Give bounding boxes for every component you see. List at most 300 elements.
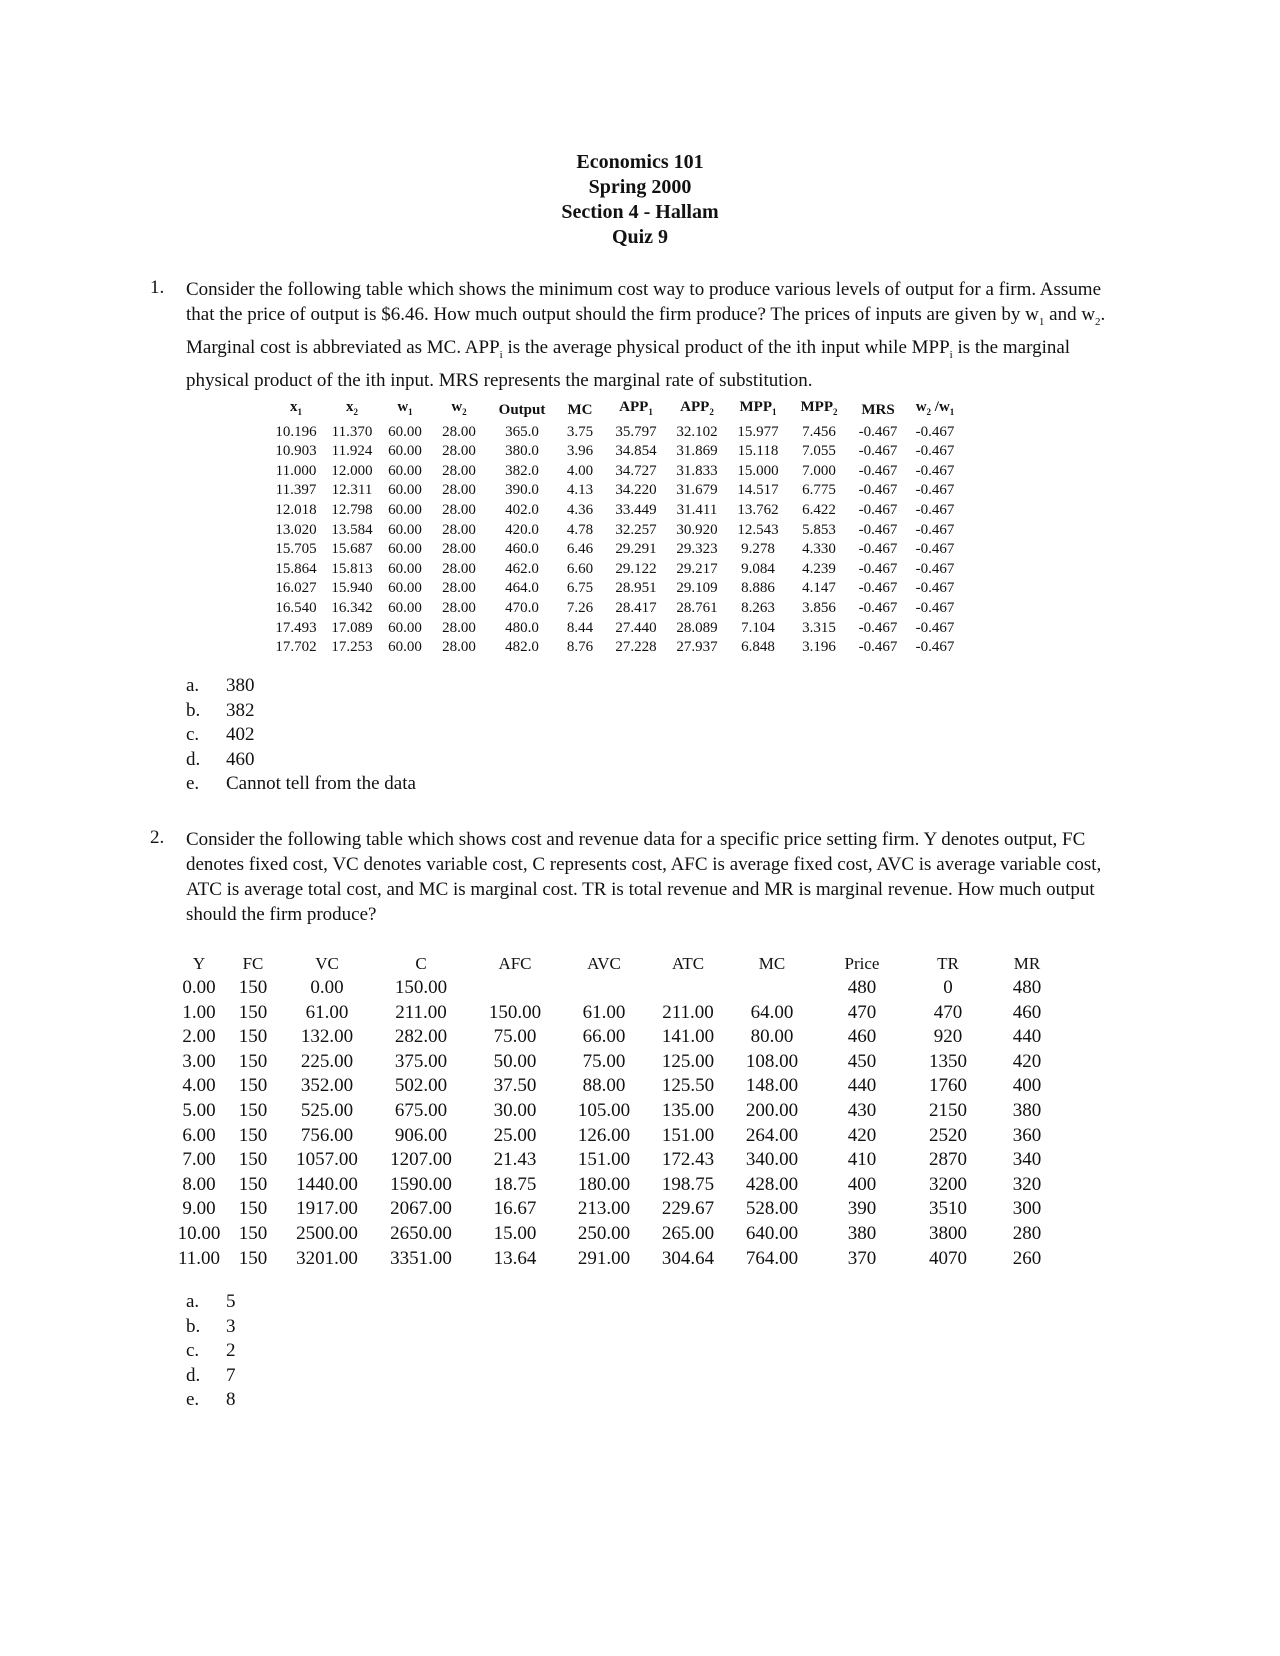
table-cell: 9.278 bbox=[741, 541, 775, 558]
table-cell: 528.00 bbox=[745, 1198, 799, 1220]
table-cell: 10.903 bbox=[275, 443, 317, 460]
table-cell: 7.26 bbox=[566, 599, 594, 616]
table-cell: 60.00 bbox=[388, 619, 422, 636]
table-cell: 27.937 bbox=[676, 639, 718, 656]
table-cell: 150 bbox=[238, 1198, 268, 1220]
table-cell: 4.36 bbox=[566, 501, 594, 518]
table-cell: 12.000 bbox=[331, 462, 373, 479]
table-cell: 2870 bbox=[929, 1149, 967, 1171]
table-cell: 50.00 bbox=[493, 1050, 537, 1072]
question-1-text: Consider the following table which shows the minimum cost way to produce various levels of output for a firm. Assume that the price of output is $6.46. How much output should the firm produce? The prices of inputs are given by $w_1$ and $w_2$. Marginal cost is abbreviated as MC. $APP_i$ is the average physical product of the ith input while $MPP_i$ is the marginal physical product of the ith input. MRS represents the marginal rate of substitution. bbox=[186, 279, 1106, 391]
table-cell: 28.00 bbox=[442, 560, 476, 577]
table-cell: 17.253 bbox=[331, 639, 373, 656]
table-row bbox=[268, 462, 962, 482]
page-header bbox=[0, 150, 1280, 250]
table-cell: -0.467 bbox=[915, 443, 955, 460]
table-cell: -0.467 bbox=[915, 599, 955, 616]
table-cell: 34.727 bbox=[615, 462, 657, 479]
table-cell: 17.089 bbox=[331, 619, 373, 636]
quiz-title: Quiz 9 bbox=[611, 226, 669, 248]
question-2-text: Consider the following table which shows cost and revenue data for a specific price setting firm. Y denotes output, FC denotes fixed cost, VC denotes variable cost, C represents cost, AFC is average fixed cost, AVC is average variable cost, ATC is average total cost, and MC is marginal cost. TR is total revenue and MR is marginal revenue. How much output should the firm produce? bbox=[186, 829, 1102, 925]
option-e[interactable]: e. Cannot tell from the data bbox=[186, 773, 416, 795]
table-cell: 28.00 bbox=[442, 541, 476, 558]
table-row bbox=[172, 1124, 1068, 1149]
table-cell: -0.467 bbox=[858, 580, 898, 597]
table-cell: -0.467 bbox=[915, 580, 955, 597]
table-cell: 2520 bbox=[929, 1124, 967, 1146]
table-cell: -0.467 bbox=[858, 482, 898, 499]
table-row bbox=[172, 1001, 1068, 1026]
table-cell: 37.50 bbox=[493, 1075, 537, 1097]
table-cell: 420 bbox=[1012, 1050, 1042, 1072]
table-cell: 0.00 bbox=[310, 977, 344, 998]
table-cell: 3351.00 bbox=[390, 1247, 452, 1269]
table-cell: 12.543 bbox=[737, 521, 779, 538]
table-cell: 75.00 bbox=[493, 1026, 537, 1048]
table-cell: 28.00 bbox=[442, 639, 476, 656]
table-cell: 150 bbox=[238, 1222, 268, 1244]
table-cell: 150 bbox=[238, 1247, 268, 1269]
table-cell: 15.813 bbox=[331, 560, 373, 577]
table-cell: 460.0 bbox=[505, 541, 539, 558]
table-cell: 4.330 bbox=[802, 541, 836, 558]
table-cell: 7.456 bbox=[802, 423, 836, 440]
table-cell: 125.00 bbox=[661, 1050, 715, 1072]
table-cell: 66.00 bbox=[582, 1026, 626, 1048]
table-cell: 1207.00 bbox=[390, 1149, 452, 1171]
table-cell: 360 bbox=[1012, 1124, 1042, 1146]
table-cell: 380.0 bbox=[505, 443, 539, 460]
table-cell: 365.0 bbox=[505, 423, 539, 440]
table-cell: 382.0 bbox=[505, 462, 539, 479]
table-cell: -0.467 bbox=[915, 423, 955, 440]
column-header: Y bbox=[192, 954, 206, 973]
table-cell: 16.67 bbox=[493, 1198, 537, 1220]
table-cell bbox=[468, 976, 562, 1001]
table-cell: 450 bbox=[847, 1050, 877, 1072]
table-cell: 400 bbox=[1012, 1075, 1042, 1097]
table-cell: 462.0 bbox=[505, 560, 539, 577]
table-cell: 27.228 bbox=[615, 639, 657, 656]
table-cell: 428.00 bbox=[745, 1173, 799, 1195]
table-cell: 31.679 bbox=[676, 482, 718, 499]
table-cell: 29.122 bbox=[615, 560, 657, 577]
table-cell: 6.46 bbox=[566, 541, 594, 558]
table-cell: 150 bbox=[238, 1050, 268, 1072]
table-cell: 61.00 bbox=[582, 1001, 626, 1023]
table-cell: -0.467 bbox=[858, 462, 898, 479]
table-cell: 3800 bbox=[929, 1222, 967, 1244]
column-header: FC bbox=[242, 954, 264, 973]
table-cell: 64.00 bbox=[750, 1001, 794, 1023]
table-cell: 150.00 bbox=[488, 1001, 542, 1023]
table-cell: 16.540 bbox=[275, 599, 317, 616]
table-cell: 32.102 bbox=[676, 423, 718, 440]
table-cell: -0.467 bbox=[915, 462, 955, 479]
table-cell: -0.467 bbox=[858, 599, 898, 616]
table-cell: 300 bbox=[1012, 1198, 1042, 1220]
table-cell: 132.00 bbox=[300, 1026, 354, 1048]
table-cell bbox=[646, 976, 730, 1001]
option-d[interactable]: d. 460 bbox=[186, 748, 255, 770]
table-cell: 15.687 bbox=[331, 541, 373, 558]
table-cell: 28.00 bbox=[442, 619, 476, 636]
column-header: MC bbox=[567, 401, 593, 418]
table-cell: 135.00 bbox=[661, 1099, 715, 1121]
table-cell: 16.342 bbox=[331, 599, 373, 616]
column-header: $APP_2$ bbox=[680, 399, 714, 417]
table-cell: 198.75 bbox=[661, 1173, 715, 1195]
table-cell: 13.584 bbox=[331, 521, 373, 538]
table-cell: 11.00 bbox=[177, 1247, 221, 1269]
column-header: $MPP_2$ bbox=[800, 399, 838, 417]
table-cell: -0.467 bbox=[915, 560, 955, 577]
table-cell: 420 bbox=[847, 1124, 877, 1146]
table-cell: 12.798 bbox=[331, 501, 373, 518]
table-cell: 2500.00 bbox=[296, 1222, 358, 1244]
table-cell: 525.00 bbox=[300, 1099, 354, 1121]
table-cell: 4.239 bbox=[802, 560, 836, 577]
column-header: $w_1$ bbox=[397, 399, 413, 417]
table-body bbox=[268, 423, 962, 658]
table-row bbox=[268, 619, 962, 639]
table-cell: -0.467 bbox=[858, 443, 898, 460]
table-cell: 13.64 bbox=[493, 1247, 537, 1269]
table-cell: 172.43 bbox=[661, 1149, 715, 1171]
table-cell: 8.00 bbox=[182, 1173, 216, 1195]
table-header-row bbox=[172, 952, 1068, 976]
table-cell: -0.467 bbox=[858, 541, 898, 558]
table-cell: 225.00 bbox=[300, 1050, 354, 1072]
table-cell: 150 bbox=[238, 1026, 268, 1048]
table-cell: 380 bbox=[1012, 1099, 1042, 1121]
question-2-options bbox=[186, 1290, 236, 1413]
table-cell: 28.951 bbox=[615, 580, 657, 597]
table-cell: 3201.00 bbox=[296, 1247, 358, 1269]
table-cell: 1.00 bbox=[182, 1001, 216, 1023]
table-cell: 756.00 bbox=[300, 1124, 354, 1146]
table-cell: 410 bbox=[847, 1149, 877, 1171]
table-cell: 125.50 bbox=[661, 1075, 715, 1097]
table-cell: 151.00 bbox=[577, 1149, 631, 1171]
table-cell: 151.00 bbox=[661, 1124, 715, 1146]
table-cell: 29.217 bbox=[676, 560, 718, 577]
table-cell: 33.449 bbox=[615, 501, 657, 518]
table-row bbox=[268, 481, 962, 501]
table-cell: 28.00 bbox=[442, 423, 476, 440]
table-cell: 88.00 bbox=[582, 1075, 626, 1097]
table-cell: 28.00 bbox=[442, 462, 476, 479]
column-header: TR bbox=[937, 954, 959, 973]
table-cell: 7.104 bbox=[741, 619, 775, 636]
table-cell: 108.00 bbox=[745, 1050, 799, 1072]
table-cell: 3.856 bbox=[802, 599, 836, 616]
table-cell: 11.370 bbox=[331, 423, 373, 440]
table-row bbox=[268, 540, 962, 560]
table-cell: 148.00 bbox=[745, 1075, 799, 1097]
table-cell: 27.440 bbox=[615, 619, 657, 636]
column-header: $w_2$ $/w_1$ bbox=[915, 399, 955, 417]
table-cell: 13.762 bbox=[737, 501, 779, 518]
table-cell: 6.422 bbox=[802, 501, 836, 518]
table-cell: 400 bbox=[847, 1173, 877, 1195]
table-cell: 150 bbox=[238, 1173, 268, 1195]
option-b[interactable]: b. 382 bbox=[186, 699, 255, 721]
table-cell: 1590.00 bbox=[390, 1173, 452, 1195]
table-cell: 3.315 bbox=[802, 619, 836, 636]
table-cell: 460 bbox=[847, 1026, 877, 1048]
table-cell: 1917.00 bbox=[296, 1198, 358, 1220]
table-cell: 640.00 bbox=[745, 1222, 799, 1244]
table-cell: 464.0 bbox=[505, 580, 539, 597]
table-cell: 11.397 bbox=[275, 482, 317, 499]
table-row bbox=[172, 1025, 1068, 1050]
table-cell: 291.00 bbox=[577, 1247, 631, 1269]
question-1-options bbox=[186, 674, 416, 797]
table-cell: 304.64 bbox=[661, 1247, 715, 1269]
table-cell: 211.00 bbox=[395, 1001, 447, 1023]
column-header: AFC bbox=[498, 954, 532, 973]
table-cell: 9.00 bbox=[182, 1198, 216, 1220]
table-cell: 150.00 bbox=[394, 977, 448, 998]
table-cell: 60.00 bbox=[388, 462, 422, 479]
table-cell: 380 bbox=[847, 1222, 877, 1244]
table-cell: 7.00 bbox=[182, 1149, 216, 1171]
table-cell: 126.00 bbox=[577, 1124, 631, 1146]
table-cell: 320 bbox=[1012, 1173, 1042, 1195]
table-cell: 352.00 bbox=[300, 1075, 354, 1097]
table-cell: 60.00 bbox=[388, 639, 422, 656]
term-label: Spring 2000 bbox=[588, 176, 692, 198]
table-cell: 3200 bbox=[929, 1173, 967, 1195]
table-cell: 1057.00 bbox=[296, 1149, 358, 1171]
table-cell: 402.0 bbox=[505, 501, 539, 518]
table-row bbox=[172, 1099, 1068, 1124]
table-cell: 32.257 bbox=[615, 521, 657, 538]
table-cell: 29.323 bbox=[676, 541, 718, 558]
question-2-number: 2. bbox=[150, 827, 165, 848]
table-cell: 3.00 bbox=[182, 1050, 216, 1072]
column-header: MR bbox=[1013, 954, 1041, 973]
course-title: Economics 101 bbox=[576, 151, 704, 173]
table-row bbox=[172, 1148, 1068, 1173]
table-cell: 60.00 bbox=[388, 482, 422, 499]
table-cell: 15.864 bbox=[275, 560, 317, 577]
table-cell: 15.000 bbox=[737, 462, 779, 479]
table-cell: 180.00 bbox=[577, 1173, 631, 1195]
table-cell: 6.75 bbox=[566, 580, 594, 597]
table-cell: 150 bbox=[238, 1001, 268, 1023]
table-cell: 260 bbox=[1012, 1247, 1042, 1269]
table-cell: 60.00 bbox=[388, 560, 422, 577]
table-cell: 440 bbox=[847, 1075, 877, 1097]
table-cell: 4.00 bbox=[182, 1075, 216, 1097]
table-cell: 340 bbox=[1012, 1149, 1042, 1171]
table-cell: 280 bbox=[1012, 1222, 1042, 1244]
table-cell: 480 bbox=[847, 977, 877, 998]
table-cell: 460 bbox=[1012, 1001, 1042, 1023]
table-cell: -0.467 bbox=[858, 639, 898, 656]
table-cell: 440 bbox=[1012, 1026, 1042, 1048]
cost-revenue-table bbox=[172, 952, 1068, 1271]
table-cell: 34.220 bbox=[615, 482, 657, 499]
table-cell: 15.977 bbox=[737, 423, 779, 440]
column-header: $MPP_1$ bbox=[739, 399, 777, 417]
table-cell: 480 bbox=[1012, 977, 1042, 998]
table-cell: 4.147 bbox=[802, 580, 836, 597]
table-cell: 906.00 bbox=[394, 1124, 448, 1146]
table-cell: 6.848 bbox=[741, 639, 775, 656]
table-cell: 1760 bbox=[929, 1075, 967, 1097]
table-cell: 29.291 bbox=[615, 541, 657, 558]
table-cell bbox=[562, 976, 646, 1001]
option-b[interactable]: b. 3 bbox=[186, 1315, 236, 1337]
table-cell: 17.493 bbox=[275, 619, 317, 636]
column-header: $x_1$ bbox=[290, 399, 302, 417]
table-cell: 17.702 bbox=[275, 639, 317, 656]
table-cell: 12.018 bbox=[275, 501, 317, 518]
table-cell: 16.027 bbox=[275, 580, 317, 597]
table-cell: 6.60 bbox=[566, 560, 594, 577]
table-cell: 265.00 bbox=[661, 1222, 715, 1244]
table-row bbox=[172, 1050, 1068, 1075]
table-cell: 0 bbox=[943, 977, 953, 998]
table-cell: 211.00 bbox=[662, 1001, 714, 1023]
table-cell: 11.924 bbox=[331, 443, 373, 460]
table-cell: 30.920 bbox=[676, 521, 718, 538]
table-cell: 28.00 bbox=[442, 521, 476, 538]
table-cell: 282.00 bbox=[394, 1026, 448, 1048]
table-cell: 480.0 bbox=[505, 619, 539, 636]
table-body bbox=[172, 976, 1068, 1271]
table-row bbox=[268, 442, 962, 462]
table-cell: 370 bbox=[847, 1247, 877, 1269]
option-c[interactable]: c. 402 bbox=[186, 724, 255, 746]
table-cell: 8.263 bbox=[741, 599, 775, 616]
table-cell: 2150 bbox=[929, 1099, 967, 1121]
table-cell: 3510 bbox=[929, 1198, 967, 1220]
table-cell: 6.775 bbox=[802, 482, 836, 499]
table-cell: 25.00 bbox=[493, 1124, 537, 1146]
table-cell: 4.13 bbox=[566, 482, 594, 499]
table-cell: -0.467 bbox=[915, 521, 955, 538]
column-header: ATC bbox=[671, 954, 705, 973]
table-row bbox=[172, 1074, 1068, 1099]
table-cell: -0.467 bbox=[858, 619, 898, 636]
table-cell: 10.196 bbox=[275, 423, 317, 440]
table-cell: 60.00 bbox=[388, 443, 422, 460]
table-cell: 264.00 bbox=[745, 1124, 799, 1146]
column-header: $x_2$ bbox=[346, 399, 358, 417]
table-cell: 4.78 bbox=[566, 521, 594, 538]
table-cell: 340.00 bbox=[745, 1149, 799, 1171]
table-cell: 18.75 bbox=[493, 1173, 537, 1195]
question-1-number: 1. bbox=[150, 277, 165, 298]
table-cell: 34.854 bbox=[615, 443, 657, 460]
table-cell: 12.311 bbox=[331, 482, 373, 499]
option-d[interactable]: d. 7 bbox=[186, 1364, 236, 1386]
column-header: Output bbox=[498, 401, 546, 418]
table-cell: 60.00 bbox=[388, 501, 422, 518]
table-cell: 3.75 bbox=[566, 423, 594, 440]
table-cell: 1350 bbox=[929, 1050, 967, 1072]
table-cell: 7.055 bbox=[802, 443, 836, 460]
option-c[interactable]: c. 2 bbox=[186, 1340, 236, 1362]
table-row bbox=[268, 501, 962, 521]
table-row bbox=[268, 579, 962, 599]
table-cell: 6.00 bbox=[182, 1124, 216, 1146]
table-cell: 8.76 bbox=[566, 639, 594, 656]
table-cell: -0.467 bbox=[915, 541, 955, 558]
column-header: MRS bbox=[861, 401, 895, 418]
table-cell: 764.00 bbox=[745, 1247, 799, 1269]
table-cell: 150 bbox=[238, 1075, 268, 1097]
table-cell: 15.118 bbox=[737, 443, 779, 460]
table-cell: 8.44 bbox=[566, 619, 594, 636]
section-label: Section 4 - Hallam bbox=[561, 201, 719, 223]
table-cell: 60.00 bbox=[388, 599, 422, 616]
column-header: Price bbox=[844, 954, 880, 973]
table-cell: 28.089 bbox=[676, 619, 718, 636]
table-header-row bbox=[268, 398, 962, 423]
table-cell: 470 bbox=[933, 1001, 963, 1023]
table-cell: 105.00 bbox=[577, 1099, 631, 1121]
table-row bbox=[172, 1222, 1068, 1247]
table-cell: 150 bbox=[238, 1099, 268, 1121]
table-cell: 10.00 bbox=[177, 1222, 221, 1244]
table-cell: 28.00 bbox=[442, 482, 476, 499]
table-cell: 4070 bbox=[929, 1247, 967, 1269]
option-a[interactable]: a. 5 bbox=[186, 1291, 236, 1312]
table-row bbox=[268, 423, 962, 443]
table-cell: 213.00 bbox=[577, 1198, 631, 1220]
column-header: $w_2$ bbox=[451, 399, 467, 417]
table-cell: 390.0 bbox=[505, 482, 539, 499]
table-cell: 200.00 bbox=[745, 1099, 799, 1121]
table-cell: 5.00 bbox=[182, 1099, 216, 1121]
table-cell: -0.467 bbox=[858, 501, 898, 518]
table-row bbox=[172, 1197, 1068, 1222]
table-cell: -0.467 bbox=[915, 501, 955, 518]
table-cell: 31.833 bbox=[676, 462, 718, 479]
table-cell: 375.00 bbox=[394, 1050, 448, 1072]
table-cell: 0.00 bbox=[182, 977, 216, 998]
table-cell: 29.109 bbox=[676, 580, 718, 597]
option-e[interactable]: e. 8 bbox=[186, 1389, 236, 1411]
table-cell: 1440.00 bbox=[296, 1173, 358, 1195]
column-header: VC bbox=[315, 954, 339, 973]
table-cell: 61.00 bbox=[305, 1001, 349, 1023]
option-a[interactable]: a. 380 bbox=[186, 675, 255, 696]
table-cell: -0.467 bbox=[858, 521, 898, 538]
table-cell: 28.00 bbox=[442, 501, 476, 518]
table-cell: 28.00 bbox=[442, 443, 476, 460]
table-cell: 250.00 bbox=[577, 1222, 631, 1244]
table-cell: 60.00 bbox=[388, 521, 422, 538]
table-cell: 15.705 bbox=[275, 541, 317, 558]
table-cell: 5.853 bbox=[802, 521, 836, 538]
table-cell: 470 bbox=[847, 1001, 877, 1023]
table-row bbox=[268, 638, 962, 658]
table-cell: 60.00 bbox=[388, 423, 422, 440]
table-row bbox=[268, 560, 962, 580]
table-cell: 2067.00 bbox=[390, 1198, 452, 1220]
table-cell: 15.00 bbox=[493, 1222, 537, 1244]
column-header: C bbox=[415, 954, 427, 973]
table-cell: 229.67 bbox=[661, 1198, 715, 1220]
table-cell: 502.00 bbox=[394, 1075, 448, 1097]
table-cell: 75.00 bbox=[582, 1050, 626, 1072]
